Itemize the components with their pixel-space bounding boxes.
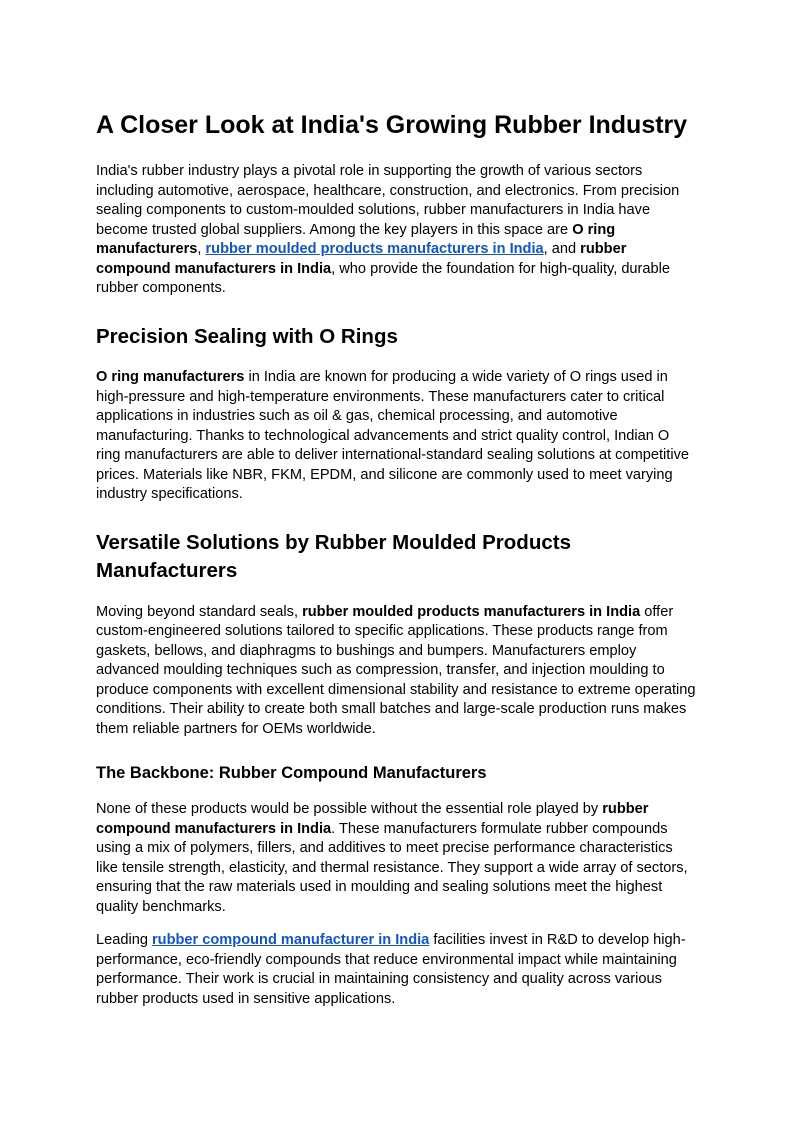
section-heading-moulded-products: Versatile Solutions by Rubber Moulded Products Manufacturers	[96, 530, 571, 582]
section2-bold: rubber moulded products manufacturers in India	[302, 603, 641, 620]
section-paragraph-compound-2	[96, 931, 696, 1009]
section2-text-2: offer custom-engineered solutions tailored to specific applications. These products range from gaskets, bellows, and diaphragms to bushings and bumpers. Manufacturers employ advanced moulding techniques such as compression, transfer, and injection moulding to produce components with excellent dimensional stability and resistance to extreme operating conditions. Their ability to create both small batches and large-scale production runs makes them reliable partners for OEMs worldwide.	[96, 603, 696, 737]
intro-text-3: , and	[543, 241, 581, 257]
section1-bold: O ring manufacturers	[96, 369, 245, 385]
section-paragraph-o-rings	[96, 368, 696, 505]
section-heading-o-rings: Precision Sealing with O Rings	[96, 324, 398, 348]
intro-bold-rubber-compound: rubber compound manufacturers in India	[96, 241, 627, 277]
link-rubber-compound-manufacturer[interactable]: rubber compound manufacturer in India	[152, 932, 430, 948]
section3-p1-text-2: . These manufacturers formulate rubber compounds using a mix of polymers, fillers, and additives to meet precise performance characteristics like tensile strength, elasticity, and thermal resistance. They support a wide array of sectors, ensuring that the raw materials used in moulding and sealing solutions meet the highest quality benchmarks.	[96, 820, 688, 915]
section3-p2-text-2: facilities invest in R&D to develop high-performance, eco-friendly compounds that reduce environmental impact while maintaining performance. Their work is crucial in maintaining consistency and quality across various rubber products used in sensitive applications.	[96, 932, 686, 1007]
section3-p1-bold: rubber compound manufacturers in India	[96, 801, 649, 837]
section-paragraph-compound-1	[96, 800, 696, 917]
intro-bold-o-ring: O ring manufacturers	[96, 221, 616, 257]
page-title: A Closer Look at India's Growing Rubber Industry	[96, 111, 688, 139]
intro-text-2: ,	[197, 241, 206, 257]
section-paragraph-moulded-products	[96, 603, 696, 740]
intro-text-1: India's rubber industry plays a pivotal role in supporting the growth of various sectors including automotive, aerospace, healthcare, construction, and electronics. From precision sealing components to custom-moulded solutions, rubber manufacturers in India have become trusted global suppliers. Among the key players in this space are	[96, 163, 680, 238]
document-page	[96, 108, 696, 1029]
section1-text: in India are known for producing a wide variety of O rings used in high-pressure and high-temperature environments. These manufacturers cater to critical applications in industries such as oil & gas, chemical processing, and automotive manufacturing. Thanks to technological advancements and strict quality control, Indian O ring manufacturers are able to deliver international-standard sealing solutions at competitive prices. Materials like NBR, FKM, EPDM, and silicone are commonly used to meet varying industry specifications.	[96, 369, 689, 502]
intro-text-4: , who provide the foundation for high-quality, durable rubber components.	[96, 260, 671, 296]
section2-text-1: Moving beyond standard seals,	[96, 603, 303, 620]
section3-p2-text-1: Leading	[96, 932, 152, 948]
section-heading-compound: The Backbone: Rubber Compound Manufacturers	[96, 764, 487, 782]
intro-paragraph	[96, 162, 696, 299]
link-rubber-moulded-products[interactable]: rubber moulded products manufacturers in India	[205, 241, 544, 257]
section3-p1-text-1: None of these products would be possible without the essential role played by	[96, 801, 603, 817]
